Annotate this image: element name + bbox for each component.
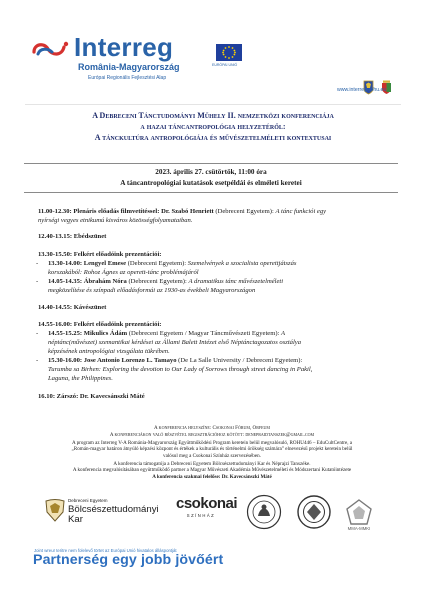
speaker-name: Jose Antonio Lorenzo L. Tamayo [83,357,177,364]
talk-title: A dramatikus tánc művészetelméleti [188,278,284,285]
session-2-heading [38,321,398,330]
session-1-heading [38,251,398,260]
funding-line-3: valósul meg a Csokonai Színház szervezésében. [163,452,261,459]
talk-title: Turumba sa Birhen: Exploring the devotion to Our Lady of Sorrows through street dancing in Pakil, [48,366,313,373]
university-crest-icon [44,498,66,522]
interreg-url[interactable]: www.interreg-rohu.eu [337,87,387,93]
coffee-label: 14.40-14.55: Kávészünet [38,304,107,311]
partnership-slogan: Partnerség egy jobb jövőért [33,552,224,568]
program-item-closing [38,393,398,402]
interreg-logo-icon [30,38,70,60]
time-label: 13.30-14.00: [48,260,83,267]
time-label: 11.00-12.30: [38,208,72,215]
talk-lengyel-title [48,269,396,278]
lunch-label: 12.40-13.15: Ebédszünet [38,233,107,240]
time-label: 15.30-16.00: [48,357,83,364]
program-item-plenary [38,208,398,217]
venue-text: A konferencia helyszíne: Csokonai Fórum, Orfeum [154,425,270,431]
venue-line [22,425,402,431]
talk-title-cont: képzésének antropológiai vizsgálata tükrében. [48,348,170,355]
debrecen-university-logo [44,494,159,530]
time-label: 14.55-15.25: [48,330,83,337]
szinhaz-wordmark: SZÍNHÁZ [186,513,216,518]
talk-lengyel: - 13.30-14.00: Lengyel Emese (Debreceni Egyetem): Szemelvények a szocialista operettjátszás [36,260,297,267]
speaker-name: Mikulics Ádám [83,330,128,337]
affiliation: (De La Salle University / Debreceni Egyetem): [178,357,303,364]
talk-title-cont: Laguna, the Philippines. [48,375,113,382]
faculty-name [68,505,159,525]
disclaimer-text: Joint wreur teritre nem folelevő törtet az Európai Unió hivatalos álláspontját [34,548,177,553]
faculty-name-line-2: Kar [68,514,83,525]
conference-title [30,110,396,143]
event-date: 2023. április 27. csütörtök, 11:00 óra [155,168,267,176]
talk-mikulics-title-end [48,348,396,357]
talk-tamayo: - 15.30-16.00: Jose Antonio Lorenzo L. Tamayo (De La Salle University / Debreceni Egyetem): [36,357,303,364]
interreg-header [30,34,400,102]
talk-tamayo-title-end [48,375,396,384]
affiliation: (Debreceni Egyetem / Magyar Táncművészeti Egyetem): [128,330,280,337]
brand-name: Interreg [74,32,174,62]
registration-line [22,432,402,438]
event-date-box [24,163,398,193]
university-name: Debreceni Egyetem [68,498,108,503]
funding-line-1: A program az Interreg V-A Románia-Magyarország Együttműködési Program keretein belül megvalósuló, ROHU446 – EduCultCentre, a [71,440,353,446]
program-item-coffee [38,304,398,313]
talk-title-cont: korszakából: Rohoz Ágnes az operett-tánc problémájáról [48,269,199,276]
talk-title: A [281,330,286,337]
program-item-plenary-title [38,217,398,226]
affiliation: (Debreceni Egyetem): [127,260,187,267]
closing-label: 16.10: Zárszó: Dr. Kavecsánszki Máté [38,393,145,400]
fund-name: Európai Regionális Fejlesztési Alap [88,75,167,81]
program-item-lunch [38,233,398,242]
registration-text[interactable]: A konferenciákon való részvétel regisztrációhoz kötött: denepraidtanszek@gmail.com [109,431,315,438]
institute-seal-icon [297,495,331,529]
talk-mikulics-title [48,339,396,348]
talk-title: Szemelvények a szocialista operettjátszás [187,260,297,267]
talk-mikulics: - 14.55-15.25: Mikulics Ádám (Debreceni Egyetem / Magyar Táncművészeti Egyetem): A [36,330,286,337]
title-line-3: A tánckultúra antropológiája és művészetelméleti kontextusai [94,133,332,142]
mma-label: MMA-MMKI [347,526,371,531]
talk-title-cont: megközelítése és színpadi előadásformái az 1930-as évekbeli Magyarországon [48,287,256,294]
csokonai-theatre-logo [176,495,238,518]
talk-abraham-title [48,287,396,296]
session-2-label: 14.55-16.00: Felkért előadóink prezentációi: [38,321,162,328]
program-name: România-Magyarország [78,62,180,72]
talk-title-cont: néptánc(művészet) szemantikai kérdései az Állami Balett Intézet első Néptánctagozatos osztálya [48,339,302,346]
supporter-line: A konferencia támogatója a Debreceni Egyetem Bölcsészettudományi Kar és Néprajzi Tanszéke. [113,461,311,467]
partner-line: A konferencia megvalósításában együttműködő partner a Magyar Művészeti Akadémia Művészetelméleti és Módszertani Kutatóintézete [72,467,352,474]
eu-caption: EURÓPAI UNIÓ [212,63,238,67]
time-label: 14.05-14.35: [48,278,83,285]
affiliation: (Debreceni Egyetem): [215,208,274,215]
speaker-name: Ábrahám Nóra [83,278,127,285]
speaker-label: Plenáris előadás filmvetítéssel: Dr. Szabó Henriett [73,208,214,215]
csokonai-wordmark: csokonai [176,495,238,512]
faculty-name-line-1: Bölcsészettudományi [68,504,159,515]
event-subtitle: A táncantropológiai kutatások esetpéldái és elméleti keretei [120,179,302,187]
title-line-2: a hazai táncantropológia helyzetéről: [140,122,286,131]
eu-flag-icon [216,44,242,61]
funding-line-2: „Román-magyar határon átnyúló képzési központ és értékek a kulturális és történelmi örökség számára” elnevezésű projekt keretein belül [71,446,353,453]
session-1-label: 13.30-15.50: Felkért előadóink prezentációi: [38,251,162,258]
speaker-name: Lengyel Emese [83,260,127,267]
talk-tamayo-title [48,366,396,375]
responsible-line: A konferencia szakmai felelőse: Dr. Kavecsánszki Máté [152,473,272,480]
talk-abraham: - 14.05-14.35: Ábrahám Nóra (Debreceni Egyetem): A dramatikus tánc művészetelméleti [36,278,284,285]
title-line-1: A Debreceni Tánctudományi Műhely II. nemzetközi konferenciája [92,111,334,120]
affiliation: (Debreceni Egyetem): [128,278,187,285]
header-divider [25,104,401,105]
talk-title: A tánc funkciói egy [275,208,327,215]
talk-title-cont: nyírségi vegyes etnikumú kisváros közösségfolyamataiban. [38,217,193,224]
department-seal-icon [246,494,282,530]
